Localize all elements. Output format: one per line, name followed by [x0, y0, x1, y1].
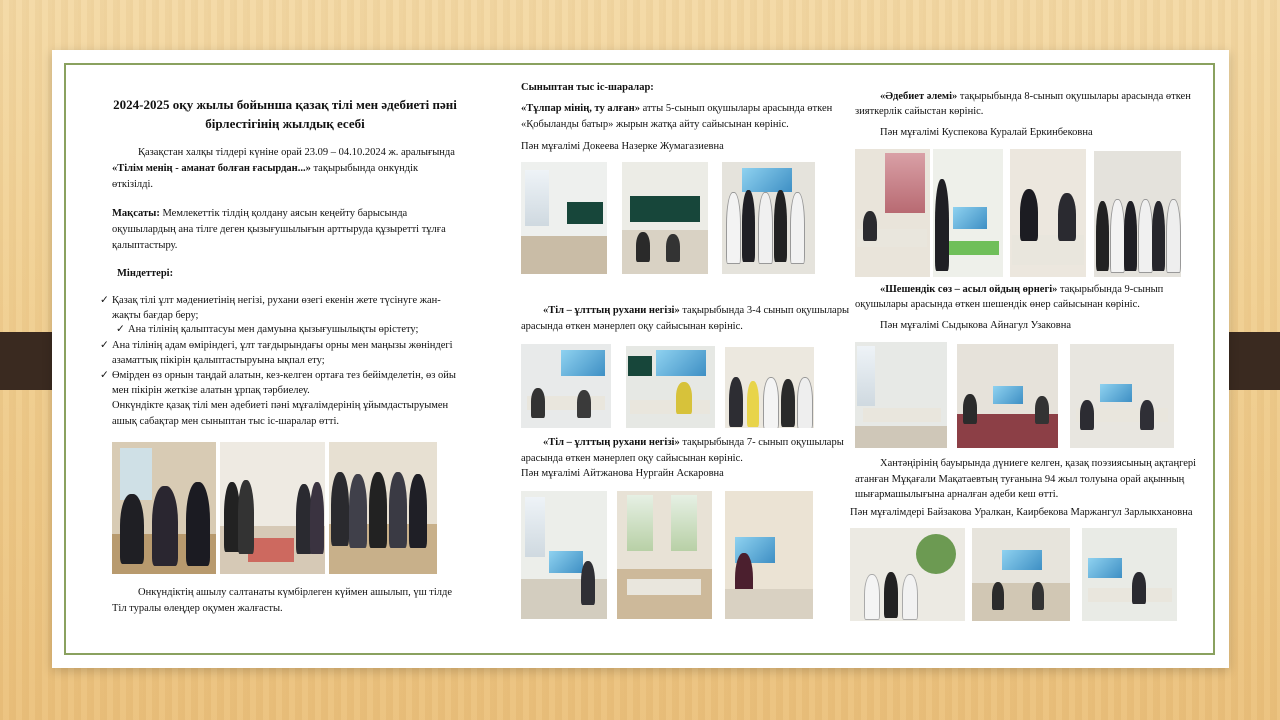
- r1-line1: [880, 89, 1191, 105]
- photo-r2-oratory: [957, 344, 1058, 448]
- check-icon: ✓: [100, 295, 109, 306]
- photo-event3-teacher: [725, 491, 813, 619]
- task4-line2: мен пікірін жеткізе алатын ұрпақ тәрбиелеу.: [112, 385, 310, 396]
- event3-teacher: Пән мұғалімі Айтжанова Нургайн Аскаровна: [521, 468, 724, 479]
- photo-r1-desk: [1010, 149, 1086, 277]
- photo-event1-group: [722, 162, 815, 274]
- photo-dombra-players: [112, 442, 216, 574]
- check-icon: ✓: [100, 340, 109, 351]
- intro-line2: [112, 161, 418, 177]
- check-icon: ✓: [116, 324, 125, 335]
- photo-r3-evening: [972, 528, 1070, 621]
- photo-event2-classroom: [521, 344, 611, 428]
- photo-event3-reading: [617, 491, 712, 619]
- task4-line1: Өмірден өз орнын таңдай алатын, кез-келген ортаға тез бейімделетін, өз ойы: [112, 370, 456, 381]
- extracurricular-heading: Сыныптан тыс іс-шаралар:: [521, 82, 654, 93]
- report-title-line1: 2024-2025 оқу жылы бойынша қазақ тілі мен әдебиеті пәні: [113, 97, 457, 112]
- r3-line2: атанған Мұқағали Мақатаевтың туғанына 94 жыл толуына орай ақынның: [855, 474, 1185, 485]
- photo-hall-gathering: [220, 442, 325, 574]
- photo-event3-classroom: [521, 491, 607, 619]
- summary-line1: Онкүндікте қазақ тілі мен әдебиеті пәні мұғалімдерінің ұйымдастыруымен: [112, 400, 449, 411]
- r3-line3: шығармашылығына арналған әдеби кеш өтті.: [855, 489, 1059, 500]
- event2-title: «Тіл – ұлттың рухани негізі»: [543, 305, 680, 316]
- photo-r1-quiz: [933, 149, 1003, 277]
- intro-line1: Қазақстан халқы тілдері күніне орай 23.09 – 04.10.2024 ж. аралығында: [138, 147, 455, 158]
- intro-line3: өткізілді.: [112, 179, 154, 190]
- r1-tail: тақырыбында 8-сынып оқушылары арасында өткен: [957, 91, 1191, 102]
- event3-line1: [543, 435, 844, 451]
- task2: Ана тілінің қалыптасуы мен дамуына қызығушылықты өрістету;: [128, 324, 419, 335]
- event3-line2: арасында өткен мәнерлеп оқу сайысынан көрініс.: [521, 453, 743, 464]
- task1-line2: жақты бағдар беру;: [112, 310, 199, 321]
- photo-r3-students: [850, 528, 965, 621]
- r3-teachers: Пән мұғалімдері Байзакова Уралкан, Каирбекова Маржангул Зарлыкхановна: [850, 507, 1193, 518]
- report-title-line2: бірлестігінің жылдық есебі: [205, 116, 365, 131]
- r1-teacher: Пән мұғалімі Куспекова Куралай Еркинбековна: [880, 127, 1093, 138]
- event1-title: «Тұлпар мінің, ту алған»: [521, 103, 640, 114]
- task3-line1: Ана тілінің адам өміріндегі, ұлт тағдырындағы орны мен маңызы жөніндегі: [112, 340, 453, 351]
- event2-line1: [543, 303, 849, 319]
- closing-line1: Онкүндіктің ашылу салтанаты күмбірлеген күймен ашылып, үш тілде: [138, 587, 453, 598]
- photo-event2-reading: [626, 346, 715, 428]
- photo-event1-classroom: [521, 162, 607, 274]
- photo-r2-audience: [1070, 344, 1174, 448]
- event2-line2: арасында өткен мәнерлеп оқу сайысынан көрініс.: [521, 321, 743, 332]
- photo-r3-hall: [1082, 528, 1177, 621]
- intro-tail: тақырыбында онкүндік: [310, 163, 419, 174]
- r2-line1: [880, 282, 1163, 298]
- tasks-label: Міндеттері:: [117, 268, 174, 279]
- photo-r2-classroom: [855, 342, 947, 448]
- photo-event2-winners: [725, 347, 814, 428]
- goal-line1: [112, 206, 407, 222]
- r2-title: «Шешендік сөз – асыл ойдың өрнегі»: [880, 284, 1058, 295]
- check-icon: ✓: [100, 370, 109, 381]
- r1-title: «Әдебиет әлемі»: [880, 91, 958, 102]
- summary-line2: ашық сабақтар мен сыныптан тыс іс-шаралар өтті.: [112, 416, 340, 427]
- goal-text: Мемлекеттік тілдің қолдану аясын кеңейту барысында: [159, 208, 408, 219]
- intro-theme: «Тілім менің - аманат болған ғасырдан...»: [112, 163, 311, 174]
- event1-line1: [521, 101, 832, 117]
- r1-line2: зияткерлік сайыстан көрініс.: [855, 106, 984, 117]
- event1-teacher: Пән мұғалімі Докеева Назерке Жумагазиевна: [521, 141, 724, 152]
- event2-tail: тақырыбында 3-4 сынып оқушылары: [679, 305, 850, 316]
- task1-line1: Қазақ тілі ұлт мәдениетінің негізі, рухани өзегі екенін жете түсінуге жан-: [112, 295, 441, 306]
- left-dark-band: [0, 332, 52, 390]
- goal-line3: қалыптастыру.: [112, 240, 178, 251]
- closing-line2: Тіл туралы өлеңдер оқумен жалғасты.: [112, 603, 283, 614]
- event1-tail: атты 5-сынып оқушылары арасында өткен: [639, 103, 833, 114]
- task3-line2: азаматтық пікірін қалыптастыруына ықпал ету;: [112, 355, 325, 366]
- goal-line2: оқушылардың ана тілге деген қызығушылығын арттыруда құзыретті тұлға: [112, 224, 446, 235]
- goal-label: Мақсаты:: [112, 208, 160, 219]
- photo-teachers-group: [329, 442, 437, 574]
- event3-tail: тақырыбында 7- сынып оқушылары: [679, 437, 844, 448]
- photo-r1-students: [855, 149, 930, 277]
- r3-line1: Хантәңірінің бауырында дүниеге келген, қазақ поэзиясының ақтаңгері: [880, 458, 1197, 469]
- r2-line2: оқушылары арасында өткен шешендік өнер сайысынан көрініс.: [855, 299, 1140, 310]
- photo-event1-students: [622, 162, 708, 274]
- r2-tail: тақырыбында 9-сынып: [1057, 284, 1164, 295]
- event3-title: «Тіл – ұлттың рухани негізі»: [543, 437, 680, 448]
- photo-r1-group: [1094, 151, 1181, 277]
- event1-line2: «Қобыланды батыр» жырын жатқа айту сайысынан көрініс.: [521, 119, 789, 130]
- r2-teacher: Пән мұғалімі Сыдыкова Айнагул Узаковна: [880, 320, 1071, 331]
